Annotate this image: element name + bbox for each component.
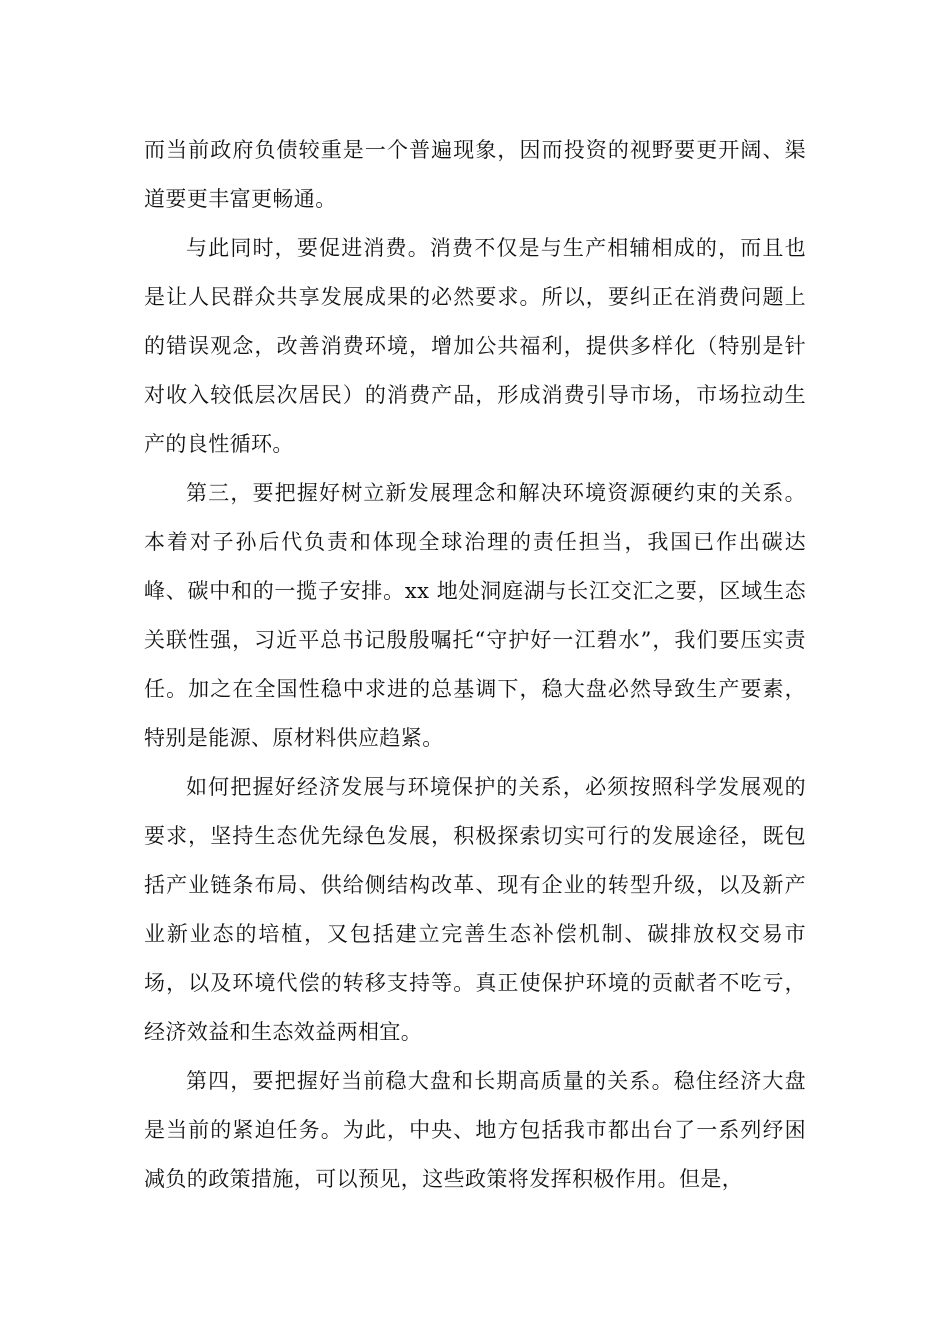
- paragraph-point-four: 第四，要把握好当前稳大盘和长期高质量的关系。稳住经济大盘是当前的紧迫任务。为此，中央、地方包括我市都出台了一系列纾困减负的政策措施，可以预见，这些政策将发挥积极作用。但是，: [144, 1069, 806, 1191]
- document-body: [144, 126, 806, 1204]
- paragraph-consumption: 与此同时，要促进消费。消费不仅是与生产相辅相成的，而且也是让人民群众共享发展成果的必然要求。所以，要纠正在消费问题上的错误观念，改善消费环境，增加公共福利，提供多样化（特别是针对收入较低层次居民）的消费产品，形成消费引导市场，市场拉动生产的良性循环。: [144, 236, 806, 456]
- paragraph-point-three: 第三，要把握好树立新发展理念和解决环境资源硬约束的关系。本着对子孙后代负责和体现全球治理的责任担当，我国已作出碳达峰、碳中和的一揽子安排。xx 地处洞庭湖与长江交汇之要，区域生态关联性强，习近平总书记殷殷嘱托“守护好一江碧水”，我们要压实责任。加之在全国性稳中求进的总基调下，稳大盘必然导致生产要素，特别是能源、原材料供应趋紧。: [144, 481, 806, 750]
- paragraph-continuation: 而当前政府负债较重是一个普遍现象，因而投资的视野要更开阔、渠道要更丰富更畅通。: [144, 138, 806, 211]
- paragraph-environment: 如何把握好经济发展与环境保护的关系，必须按照科学发展观的要求，坚持生态优先绿色发展，积极探索切实可行的发展途径，既包括产业链条布局、供给侧结构改革、现有企业的转型升级，以及新产业新业态的培植，又包括建立完善生态补偿机制、碳排放权交易市场，以及环境代偿的转移支持等。真正使保护环境的贡献者不吃亏，经济效益和生态效益两相宜。: [144, 775, 806, 1044]
